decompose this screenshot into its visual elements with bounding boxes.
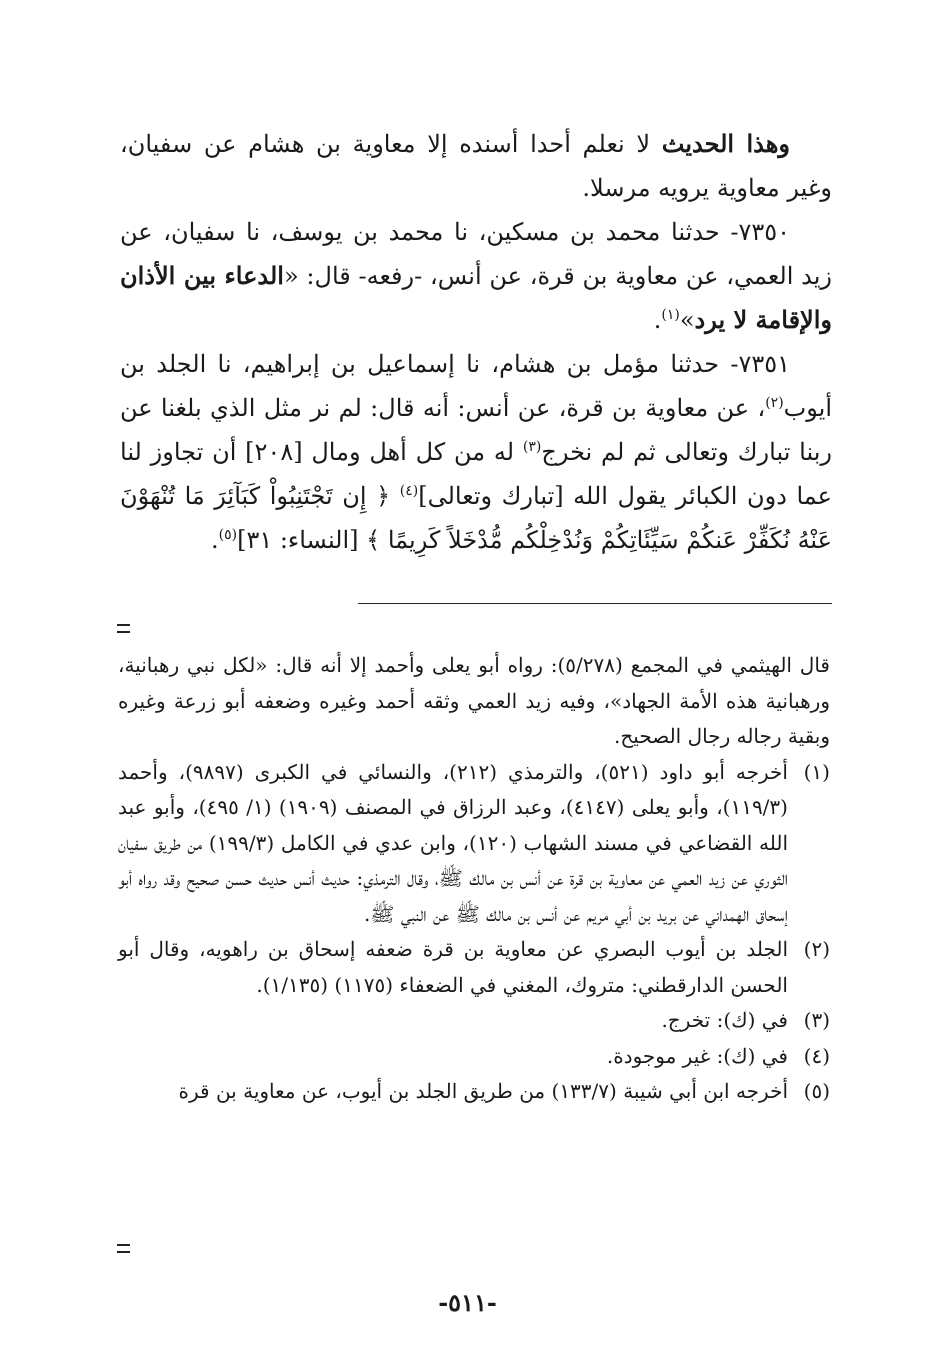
main-text bbox=[120, 122, 832, 562]
footnote-number: (١) bbox=[803, 759, 830, 784]
quran-verse: ﴿ إِن تَجْتَنِبُواْ كَبَآئِرَ مَا تُنْهَوْنَ عَنْهُ نُكَفِّرْ عَنكُمْ سَيِّئَاتِكُمْ وَنُدْخِلْكُم مُّدْخَلاً كَرِيمًا ﴾ bbox=[120, 482, 832, 554]
intro-bold: وهذا الحديث bbox=[661, 129, 790, 158]
hadith-7350-matn: الدعاء بين الأذان والإقامة لا يرد bbox=[120, 261, 832, 334]
footnote-number: (٤) bbox=[803, 1043, 830, 1068]
continuation-mark-top bbox=[117, 624, 130, 633]
footnote-text: في (ك): غير موجودة. bbox=[606, 1043, 788, 1068]
hadith-7351-end: . bbox=[210, 526, 219, 554]
footnote-text: أخرجه أبو داود (٥٢١)، والترمذي (٢١٢)، والنسائي في الكبرى (٩٨٩٧)، وأحمد (١١٩/٣)، وأبو يعلى (٤١٤٧)، وعبد الرزاق في المصنف (١٩٠٩) (١/ ٤٩٥)، وأبو عبد الله القضاعي في مسند الشهاب (١٢٠)، وابن عدي في الكامل (١٩٩/٣) من طريق سفيان الثوري عن زيد العمي عن معاوية بن قرة عن أنس بن مالك ﷺ، وقال الترمذي: حديث أنس حديث حسن صحيح وقد رواه أبو إسحاق الهمداني عن بريد بن أبي مريم عن أنس بن مالك ﷺ عن النبي ﷺ. bbox=[118, 759, 789, 926]
footnote-1 bbox=[118, 755, 830, 933]
footnote-2 bbox=[118, 932, 830, 1003]
footnote-ref-3[interactable]: (٣) bbox=[522, 439, 542, 455]
footnote-ref-4[interactable]: (٤) bbox=[399, 483, 419, 499]
page-number: -٥١١- bbox=[438, 1288, 497, 1317]
hadith-7350 bbox=[120, 210, 832, 342]
footnote-text: أخرجه ابن أبي شيبة (١٣٣/٧) من طريق الجلد بن أيوب، عن معاوية بن قرة bbox=[178, 1079, 788, 1103]
footnote-4 bbox=[118, 1039, 830, 1075]
hadith-7351 bbox=[120, 342, 832, 562]
intro-text: لا نعلم أحدا أسنده إلا معاوية بن هشام عن سفيان، وغير معاوية يرويه مرسلا. bbox=[120, 130, 832, 202]
footnotes bbox=[118, 648, 830, 1110]
hadith-7350-close: » bbox=[679, 306, 695, 334]
hadith-7350-end: . bbox=[653, 306, 662, 334]
footnote-number: (٥) bbox=[803, 1079, 830, 1103]
footnote-text: الجلد بن أيوب البصري عن معاوية بن قرة ضعفه إسحاق بن راهويه، وقال أبو الحسن الدارقطني: متروك، المغني في الضعفاء (١١٧٥) (١/١٣٥). bbox=[118, 937, 788, 997]
hadith-7351-text-c: له من كل أهل ومال [٢٠٨] أن تجاوز لنا عما دون الكبائر يقول الله [تبارك وتعالى] bbox=[120, 438, 833, 510]
hadith-7351-text-a: ٧٣٥١- حدثنا مؤمل بن هشام، نا إسماعيل بن إبراهيم، نا الجلد بن أيوب bbox=[120, 350, 832, 422]
footnote-5 bbox=[118, 1074, 830, 1110]
footnote-ref-2[interactable]: (٢) bbox=[765, 395, 784, 411]
hadith-7351-text-b: ، عن معاوية بن قرة، عن أنس: أنه قال: لم نر مثل الذي بلغنا عن ربنا تبارك وتعالى ثم لم نخرج bbox=[120, 394, 832, 466]
continuation-mark-bottom bbox=[117, 1244, 130, 1253]
footnote-ref-5[interactable]: (٥) bbox=[218, 527, 238, 543]
paragraph-intro bbox=[120, 122, 832, 210]
footnote-number: (٣) bbox=[803, 1008, 830, 1032]
hadith-7350-text: ٧٣٥٠- حدثنا محمد بن مسكين، نا محمد بن يوسف، نا سفيان، عن زيد العمي، عن معاوية بن قرة، عن أنس، -رفعه- قال: « bbox=[120, 218, 833, 290]
footnote-3 bbox=[118, 1003, 830, 1039]
footnote-ref-1[interactable]: (١) bbox=[661, 307, 680, 323]
verse-reference: [النساء: ٣١] bbox=[237, 526, 359, 554]
footnote-continuation: قال الهيثمي في المجمع (٥/٢٧٨): رواه أبو يعلى وأحمد إلا أنه قال: «لكل نبي رهبانية، ورهبانية هذه الأمة الجهاد»، وفيه زيد العمي وثقه أحمد وغيره وضعفه أبو زرعة وغيره وبقية رجاله رجال الصحيح. bbox=[118, 653, 830, 748]
footnote-text: في (ك): تخرج. bbox=[661, 1008, 788, 1032]
footnote-separator bbox=[358, 603, 832, 604]
footnote-number: (٢) bbox=[803, 937, 830, 961]
